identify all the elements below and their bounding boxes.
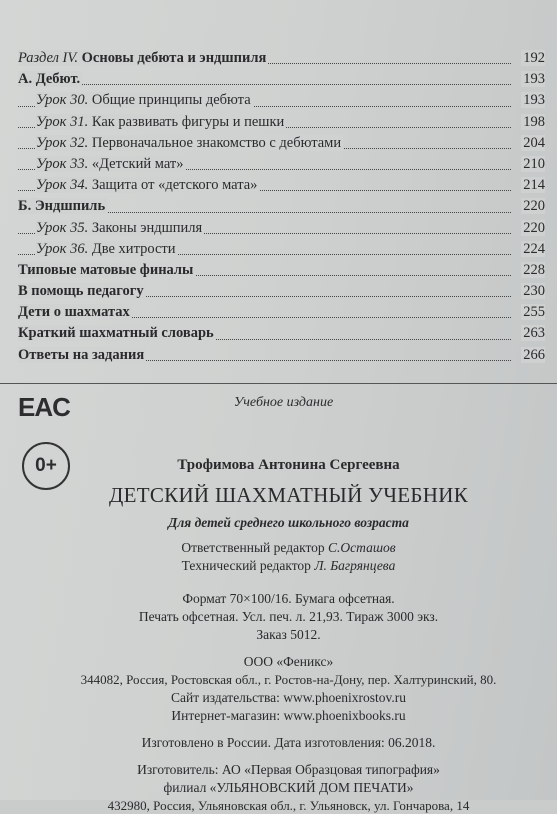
toc-entry-label — [18, 323, 219, 344]
author-name: Трофимова Антонина Сергеевна — [177, 457, 400, 473]
manufacture-date: Изготовлено в России. Дата изготовления: 06.2018. — [141, 735, 436, 750]
toc-entry — [18, 133, 545, 154]
toc-entry-page — [518, 69, 545, 90]
toc-entry-title: Законы эндшпиля — [88, 219, 203, 236]
toc-entry-prefix: Урок 36. — [36, 240, 89, 257]
toc-entry-page — [518, 112, 545, 133]
toc-entry-label — [36, 239, 180, 260]
book-subtitle: Для детей среднего школьного возраста — [168, 515, 409, 530]
toc-entry-title: Типовые матовые финалы — [18, 261, 194, 278]
divider-line — [0, 383, 557, 384]
toc-entry-title: Ответы на задания — [18, 346, 145, 363]
manufacturer-branch: филиал «УЛЬЯНОВСКИЙ ДОМ ПЕЧАТИ» — [163, 780, 414, 795]
imprint-format: Формат 70×100/16. Бумага офсетная. — [182, 591, 395, 606]
page-number: 193 — [523, 71, 545, 88]
toc-entry-page — [518, 90, 545, 111]
imprint-order: Заказ 5012. — [256, 627, 321, 642]
toc-entry-prefix: Урок 30. — [36, 92, 89, 109]
toc-entry — [18, 345, 545, 366]
page-number: 255 — [523, 304, 545, 321]
toc-entry-label — [36, 133, 346, 154]
toc-entry-title: Дети о шахматах — [18, 304, 130, 321]
page-number: 198 — [523, 113, 545, 130]
toc-entry-page — [518, 302, 545, 323]
toc-entry-page — [518, 175, 545, 196]
toc-entry-title: Б. Эндшпиль — [18, 198, 106, 215]
toc-entry — [18, 69, 545, 90]
toc-entry-label — [36, 112, 289, 133]
toc-entry-label — [18, 260, 198, 281]
toc-entry-title: Защита от «детского мата» — [88, 177, 258, 194]
toc-entry — [18, 90, 545, 111]
toc-entry-page — [518, 239, 545, 260]
toc-entry-title: Общие принципы дебюта — [88, 92, 251, 109]
toc-entry-title: Две хитрости — [88, 240, 176, 257]
toc-entry-label — [18, 69, 85, 90]
page-number: 266 — [523, 346, 545, 363]
toc-entry — [18, 112, 545, 133]
page-number: 228 — [523, 261, 545, 278]
book-title: ДЕТСКИЙ ШАХМАТНЫЙ УЧЕБНИК — [108, 483, 469, 507]
toc-entry-label — [36, 175, 262, 196]
toc-entry-prefix: Урок 34. — [36, 177, 89, 194]
manufacturer-address: 432980, Россия, Ульяновская обл., г. Ульяновск, ул. Гончарова, 14 — [107, 798, 470, 813]
publisher-shop: Интернет-магазин: www.phoenixbooks.ru — [171, 708, 406, 723]
editor-name: Л. Багрянцева — [314, 558, 396, 573]
toc-entry-title: Как развивать фигуры и пешки — [88, 113, 285, 130]
imprint-print: Печать офсетная. Усл. печ. л. 21,93. Тираж 3000 экз. — [138, 609, 439, 624]
page-number: 214 — [523, 177, 545, 194]
page-number: 193 — [523, 92, 545, 109]
toc-entry-page — [518, 48, 545, 69]
page-number: 224 — [523, 240, 545, 257]
editor-role: Ответственный редактор — [181, 540, 329, 555]
toc-entry-page — [518, 345, 545, 366]
toc-entry-label — [18, 345, 149, 366]
toc-entry — [18, 323, 545, 344]
toc-entry-page — [518, 196, 545, 217]
toc-entry-title: Первоначальное знакомство с дебютами — [88, 134, 342, 151]
editor-role: Технический редактор — [181, 558, 315, 573]
toc-entry-page — [518, 260, 545, 281]
page-number: 204 — [523, 134, 545, 151]
eac-conformity-mark: EAC — [18, 392, 70, 422]
toc-entry-label — [36, 218, 207, 239]
toc-entry-label — [18, 281, 149, 302]
toc-entry — [18, 196, 545, 217]
manufacturer: Изготовитель: АО «Первая Образцовая типография» — [137, 762, 440, 777]
toc-entry — [18, 281, 545, 302]
editor-line-technical — [0, 558, 557, 574]
publisher-name: ООО «Феникс» — [243, 654, 334, 669]
toc-entry-prefix: Урок 33. — [36, 155, 89, 172]
toc-entry-title: Основы дебюта и эндшпиля — [78, 50, 267, 66]
toc-entry-page — [518, 154, 545, 175]
toc-entry — [18, 48, 545, 69]
toc-entry-label — [18, 302, 135, 323]
toc-entry-prefix: Урок 31. — [36, 113, 89, 130]
toc-entry — [18, 218, 545, 239]
page-number: 210 — [523, 155, 545, 172]
toc-entry-page — [518, 281, 545, 302]
edition-type: Учебное издание — [233, 395, 334, 410]
toc-entry-label — [36, 90, 256, 111]
editor-line-responsible — [0, 540, 557, 556]
toc-entry-prefix: Раздел IV. — [18, 50, 78, 66]
toc-entry — [18, 239, 545, 260]
toc-entry-title: А. Дебют. — [18, 71, 81, 88]
page-number: 220 — [523, 219, 545, 236]
toc-entry-label — [18, 196, 110, 217]
toc-entry-prefix: Урок 35. — [36, 219, 89, 236]
toc-entry — [18, 302, 545, 323]
toc-entry-title: «Детский мат» — [88, 155, 184, 172]
age-rating-badge: 0+ — [22, 442, 70, 490]
page-number: 220 — [523, 198, 545, 215]
page-number: 192 — [523, 50, 545, 66]
toc-entry-page — [518, 323, 545, 344]
toc-entry-label — [36, 154, 188, 175]
toc-entry-label — [18, 48, 271, 69]
toc-entry — [18, 260, 545, 281]
publisher-address: 344082, Россия, Ростовская обл., г. Ростов-на-Дону, пер. Халтуринский, 80. — [80, 672, 497, 687]
dot-leader — [18, 84, 511, 85]
page-number: 263 — [523, 325, 545, 342]
toc-entry — [18, 154, 545, 175]
toc-entry-title: В помощь педагогу — [18, 283, 144, 300]
table-of-contents — [18, 48, 545, 366]
toc-entry-page — [518, 133, 545, 154]
toc-entry-title: Краткий шахматный словарь — [18, 325, 214, 342]
page-number: 230 — [523, 283, 545, 300]
publisher-site: Сайт издательства: www.phoenixrostov.ru — [170, 690, 407, 705]
editor-name: С.Осташов — [328, 540, 396, 555]
toc-entry-prefix: Урок 32. — [36, 134, 89, 151]
toc-entry — [18, 175, 545, 196]
toc-entry-page — [518, 218, 545, 239]
